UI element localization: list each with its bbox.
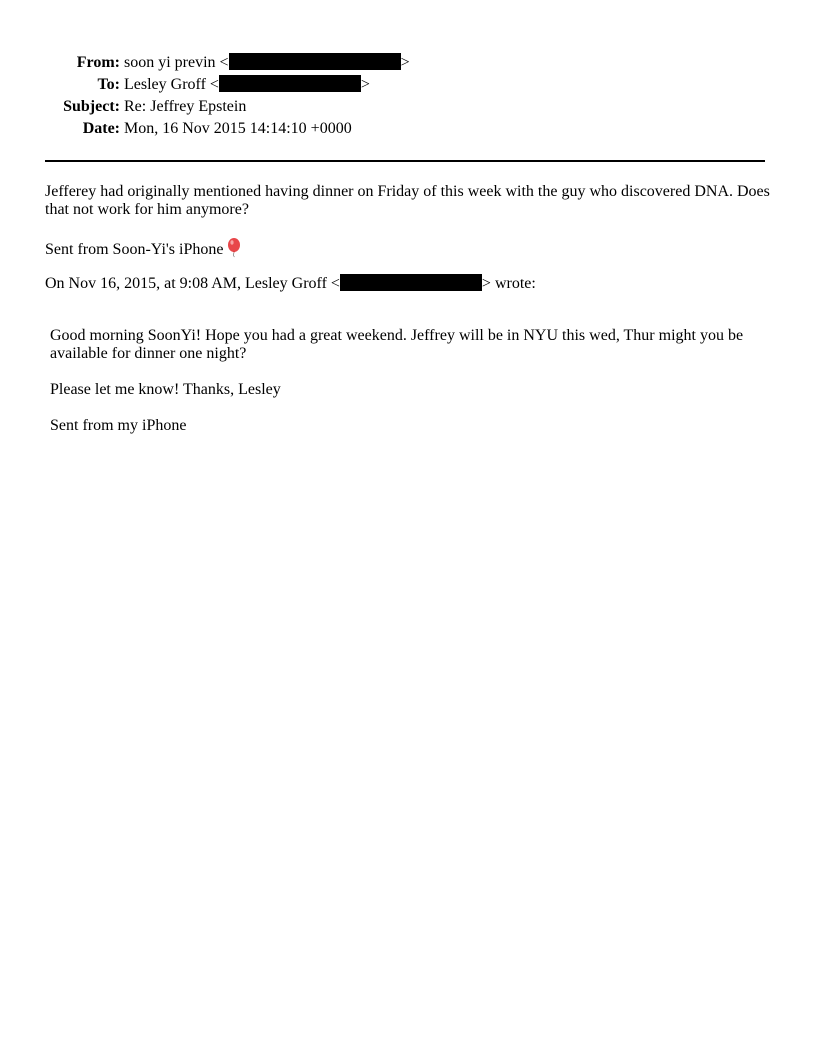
quoted-paragraph-2: Please let me know! Thanks, Lesley	[50, 381, 281, 398]
header-divider	[45, 160, 765, 162]
quoted-paragraph-1: Good morning SoonYi! Hope you had a great weekend. Jeffrey will be in NYU this wed, Thur might you be available for dinner one night?	[50, 327, 744, 362]
reply-intro-prefix: On Nov 16, 2015, at 9:08 AM, Lesley Groff <	[45, 275, 340, 292]
email-header	[0, 52, 816, 140]
to-email-redaction	[219, 75, 361, 92]
to-close: >	[360, 76, 370, 93]
from-label: From:	[76, 54, 120, 71]
to-row	[0, 74, 816, 96]
from-close: >	[400, 54, 410, 71]
subject-label: Subject:	[63, 98, 120, 115]
from-row	[0, 52, 816, 74]
reply-intro	[45, 274, 775, 293]
from-name: soon yi previn <	[124, 54, 229, 71]
from-email-redaction	[229, 53, 401, 70]
subject-value: Re: Jeffrey Epstein	[124, 98, 247, 115]
signature-text: Sent from Soon-Yi's iPhone	[45, 241, 224, 258]
reply-intro-suffix: > wrote:	[481, 275, 536, 292]
date-value: Mon, 16 Nov 2015 14:14:10 +0000	[124, 120, 352, 137]
to-value	[124, 74, 370, 96]
to-name: Lesley Groff <	[124, 76, 219, 93]
quoted-paragraph-3: Sent from my iPhone	[50, 417, 187, 434]
from-value	[124, 52, 410, 74]
subject-row	[0, 96, 816, 118]
message-body: Jefferey had originally mentioned having dinner on Friday of this week with the guy who discovered DNA. Does that not work for him anymore?	[45, 183, 770, 218]
date-label: Date:	[82, 120, 120, 137]
to-label: To:	[97, 76, 120, 93]
date-row	[0, 118, 816, 140]
balloon-icon	[226, 238, 242, 263]
message-signature	[45, 238, 775, 263]
reply-email-redaction	[340, 274, 482, 291]
